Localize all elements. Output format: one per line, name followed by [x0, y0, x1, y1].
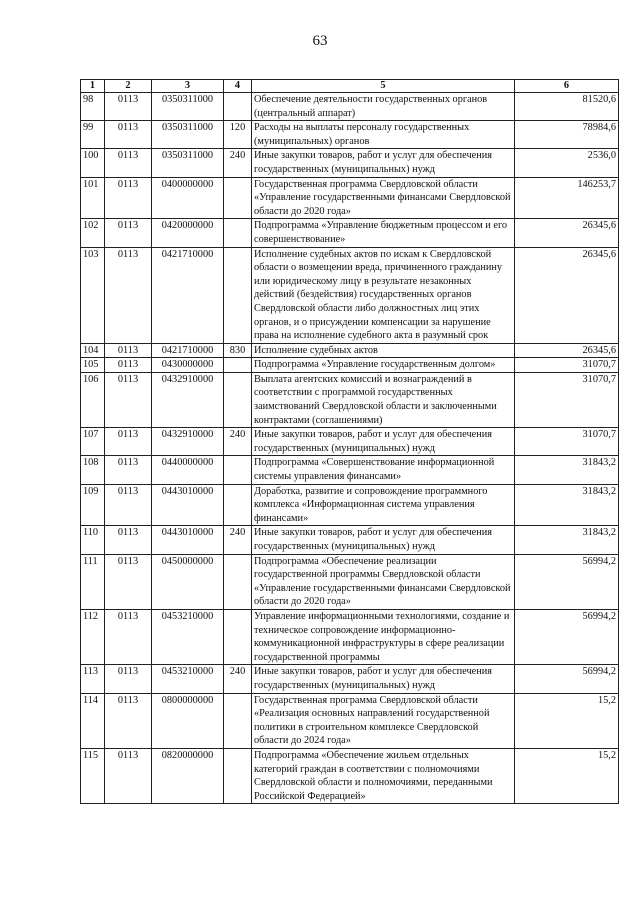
table-row — [81, 343, 619, 358]
table-row — [81, 149, 619, 177]
item-name-cell: Иные закупки товаров, работ и услуг для обеспечения государственных (муниципальных) нужд — [252, 665, 515, 693]
expense-type-cell: 240 — [224, 526, 252, 554]
target-item-code-cell: 0443010000 — [152, 484, 224, 526]
item-name-cell: Подпрограмма «Управление государственным долгом» — [252, 358, 515, 373]
target-item-code-cell: 0421710000 — [152, 343, 224, 358]
section-code-cell: 0113 — [105, 372, 152, 427]
row-number-cell: 106 — [81, 372, 105, 427]
table-row — [81, 121, 619, 149]
row-number-cell: 110 — [81, 526, 105, 554]
amount-cell: 26345,6 — [515, 247, 619, 343]
row-number-cell: 100 — [81, 149, 105, 177]
amount-cell: 31070,7 — [515, 358, 619, 373]
expense-type-cell — [224, 484, 252, 526]
column-header: 6 — [515, 80, 619, 93]
column-header: 3 — [152, 80, 224, 93]
item-name-cell: Подпрограмма «Управление бюджетным процессом и его совершенствование» — [252, 219, 515, 247]
amount-cell: 31070,7 — [515, 372, 619, 427]
section-code-cell: 0113 — [105, 343, 152, 358]
section-code-cell: 0113 — [105, 121, 152, 149]
target-item-code-cell: 0430000000 — [152, 358, 224, 373]
item-name-cell: Выплата агентских комиссий и вознаграждений в соответствии с программой государственных заимствований Свердловской области и заключенными контрактами (соглашениями) — [252, 372, 515, 427]
target-item-code-cell: 0800000000 — [152, 693, 224, 748]
table-row — [81, 693, 619, 748]
section-code-cell: 0113 — [105, 93, 152, 121]
row-number-cell: 115 — [81, 748, 105, 803]
target-item-code-cell: 0432910000 — [152, 428, 224, 456]
table-row — [81, 554, 619, 609]
item-name-cell: Расходы на выплаты персоналу государственных (муниципальных) органов — [252, 121, 515, 149]
item-name-cell: Подпрограмма «Совершенствование информационной системы управления финансами» — [252, 456, 515, 484]
expense-type-cell — [224, 177, 252, 219]
row-number-cell: 103 — [81, 247, 105, 343]
expense-type-cell — [224, 372, 252, 427]
expense-type-cell — [224, 693, 252, 748]
expense-type-cell: 240 — [224, 665, 252, 693]
section-code-cell: 0113 — [105, 554, 152, 609]
amount-cell: 15,2 — [515, 748, 619, 803]
column-header: 4 — [224, 80, 252, 93]
section-code-cell: 0113 — [105, 428, 152, 456]
row-number-cell: 114 — [81, 693, 105, 748]
column-header: 2 — [105, 80, 152, 93]
expense-type-cell — [224, 609, 252, 664]
table-row — [81, 372, 619, 427]
target-item-code-cell: 0453210000 — [152, 609, 224, 664]
target-item-code-cell: 0440000000 — [152, 456, 224, 484]
item-name-cell: Подпрограмма «Обеспечение реализации государственной программы Свердловской области «Управление государственными финансами Свердловской области до 2020 года» — [252, 554, 515, 609]
row-number-cell: 104 — [81, 343, 105, 358]
item-name-cell: Исполнение судебных актов — [252, 343, 515, 358]
table-row — [81, 247, 619, 343]
expense-type-cell — [224, 247, 252, 343]
item-name-cell: Государственная программа Свердловской области «Управление государственными финансами Свердловской области до 2020 года» — [252, 177, 515, 219]
item-name-cell: Управление информационными технологиями, создание и техническое сопровождение информационно-коммуникационной инфраструктуры в сфере реализации государственной программы — [252, 609, 515, 664]
row-number-cell: 105 — [81, 358, 105, 373]
item-name-cell: Иные закупки товаров, работ и услуг для обеспечения государственных (муниципальных) нужд — [252, 149, 515, 177]
item-name-cell: Иные закупки товаров, работ и услуг для обеспечения государственных (муниципальных) нужд — [252, 526, 515, 554]
amount-cell: 15,2 — [515, 693, 619, 748]
target-item-code-cell: 0432910000 — [152, 372, 224, 427]
target-item-code-cell: 0443010000 — [152, 526, 224, 554]
expense-type-cell — [224, 554, 252, 609]
table-row — [81, 456, 619, 484]
table-row — [81, 219, 619, 247]
item-name-cell: Подпрограмма «Обеспечение жильем отдельных категорий граждан в соответствии с полномочиями Свердловской области и полномочиями, переданными Российской Федерацией» — [252, 748, 515, 803]
section-code-cell: 0113 — [105, 456, 152, 484]
row-number-cell: 109 — [81, 484, 105, 526]
table-row — [81, 358, 619, 373]
page-number: 63 — [312, 33, 328, 49]
row-number-cell: 102 — [81, 219, 105, 247]
target-item-code-cell: 0420000000 — [152, 219, 224, 247]
amount-cell: 31070,7 — [515, 428, 619, 456]
target-item-code-cell: 0421710000 — [152, 247, 224, 343]
row-number-cell: 111 — [81, 554, 105, 609]
table-row — [81, 748, 619, 803]
target-item-code-cell: 0400000000 — [152, 177, 224, 219]
section-code-cell: 0113 — [105, 665, 152, 693]
row-number-cell: 113 — [81, 665, 105, 693]
item-name-cell: Государственная программа Свердловской области «Реализация основных направлений государственной политики в строительном комплексе Свердловской области до 2024 года» — [252, 693, 515, 748]
expense-type-cell: 120 — [224, 121, 252, 149]
expense-type-cell: 830 — [224, 343, 252, 358]
section-code-cell: 0113 — [105, 358, 152, 373]
table-row — [81, 428, 619, 456]
section-code-cell: 0113 — [105, 609, 152, 664]
amount-cell: 31843,2 — [515, 526, 619, 554]
expense-type-cell: 240 — [224, 428, 252, 456]
amount-cell: 31843,2 — [515, 456, 619, 484]
amount-cell: 26345,6 — [515, 343, 619, 358]
column-header: 1 — [81, 80, 105, 93]
target-item-code-cell: 0350311000 — [152, 149, 224, 177]
expense-type-cell — [224, 219, 252, 247]
item-name-cell: Иные закупки товаров, работ и услуг для обеспечения государственных (муниципальных) нужд — [252, 428, 515, 456]
section-code-cell: 0113 — [105, 219, 152, 247]
table-row — [81, 177, 619, 219]
expense-type-cell — [224, 748, 252, 803]
row-number-cell: 98 — [81, 93, 105, 121]
amount-cell: 26345,6 — [515, 219, 619, 247]
amount-cell: 31843,2 — [515, 484, 619, 526]
target-item-code-cell: 0450000000 — [152, 554, 224, 609]
item-name-cell: Доработка, развитие и сопровождение программного комплекса «Информационная система управления финансами» — [252, 484, 515, 526]
amount-cell: 81520,6 — [515, 93, 619, 121]
amount-cell: 146253,7 — [515, 177, 619, 219]
section-code-cell: 0113 — [105, 149, 152, 177]
expense-type-cell — [224, 358, 252, 373]
column-header: 5 — [252, 80, 515, 93]
section-code-cell: 0113 — [105, 748, 152, 803]
budget-table — [80, 79, 619, 804]
amount-cell: 56994,2 — [515, 665, 619, 693]
section-code-cell: 0113 — [105, 484, 152, 526]
amount-cell: 78984,6 — [515, 121, 619, 149]
section-code-cell: 0113 — [105, 177, 152, 219]
table-body — [81, 93, 619, 804]
table-row — [81, 484, 619, 526]
table-row — [81, 526, 619, 554]
section-code-cell: 0113 — [105, 247, 152, 343]
section-code-cell: 0113 — [105, 693, 152, 748]
target-item-code-cell: 0453210000 — [152, 665, 224, 693]
amount-cell: 2536,0 — [515, 149, 619, 177]
target-item-code-cell: 0820000000 — [152, 748, 224, 803]
row-number-cell: 108 — [81, 456, 105, 484]
expense-type-cell — [224, 93, 252, 121]
target-item-code-cell: 0350311000 — [152, 121, 224, 149]
table-row — [81, 93, 619, 121]
table-row — [81, 609, 619, 664]
table-header-row — [81, 80, 619, 93]
amount-cell: 56994,2 — [515, 609, 619, 664]
target-item-code-cell: 0350311000 — [152, 93, 224, 121]
row-number-cell: 107 — [81, 428, 105, 456]
row-number-cell: 112 — [81, 609, 105, 664]
item-name-cell: Обеспечение деятельности государственных органов (центральный аппарат) — [252, 93, 515, 121]
section-code-cell: 0113 — [105, 526, 152, 554]
table-row — [81, 665, 619, 693]
row-number-cell: 101 — [81, 177, 105, 219]
row-number-cell: 99 — [81, 121, 105, 149]
amount-cell: 56994,2 — [515, 554, 619, 609]
expense-type-cell — [224, 456, 252, 484]
item-name-cell: Исполнение судебных актов по искам к Свердловской области о возмещении вреда, причиненного гражданину или юридическому лицу в результате незаконных действий (бездействия) государственных органов Свердловской области либо должностных лиц этих органов, и о присуждении компенсации за нарушение права на исполнение судебного акта в разумный срок — [252, 247, 515, 343]
expense-type-cell: 240 — [224, 149, 252, 177]
